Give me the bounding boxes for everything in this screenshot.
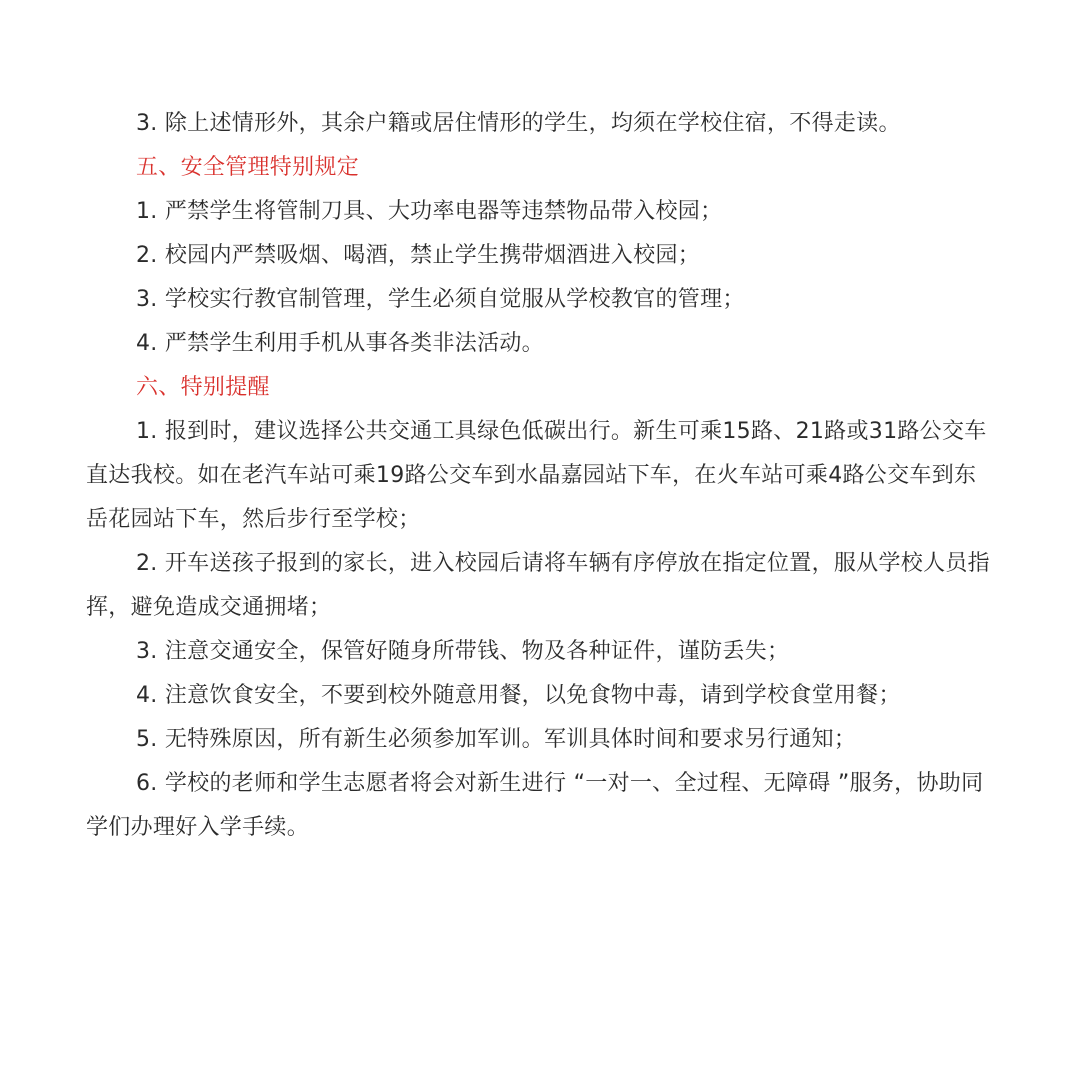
section-6-heading: 六、特别提醒 [136, 375, 270, 400]
document-body [86, 102, 998, 850]
section-6-item-3: 3. 注意交通安全，保管好随身所带钱、物及各种证件，谨防丢失； [136, 639, 790, 664]
section-5-item-2: 2. 校园内严禁吸烟、喝酒，禁止学生携带烟酒进入校园； [136, 243, 701, 268]
section-6-item-2: 2. 开车送孩子报到的家长，进入校园后请将车辆有序停放在指定位置，服从学校人员指挥，避免造成交通拥堵； [86, 551, 990, 620]
intro-item: 3. 除上述情形外，其余户籍或居住情形的学生，均须在学校住宿，不得走读。 [136, 111, 901, 136]
section-6-item-4: 4. 注意饮食安全，不要到校外随意用餐，以免食物中毒，请到学校食堂用餐； [136, 683, 901, 708]
section-5-heading: 五、安全管理特别规定 [136, 155, 360, 180]
section-6-item-6: 6. 学校的老师和学生志愿者将会对新生进行 “一对一、全过程、无障碍 ”服务，协助同学们办理好入学手续。 [86, 771, 984, 840]
section-5-item-4: 4. 严禁学生利用手机从事各类非法活动。 [136, 331, 544, 356]
section-6-item-1: 1. 报到时，建议选择公共交通工具绿色低碳出行。新生可乘15路、21路或31路公交车直达我校。如在老汽车站可乘19路公交车到水晶嘉园站下车，在火车站可乘4路公交车到东岳花园站下车，然后步行至学校； [86, 419, 987, 532]
section-5-item-1: 1. 严禁学生将管制刀具、大功率电器等违禁物品带入校园； [136, 199, 723, 224]
section-6-item-5: 5. 无特殊原因，所有新生必须参加军训。军训具体时间和要求另行通知； [136, 727, 857, 752]
section-5-item-3: 3. 学校实行教官制管理，学生必须自觉服从学校教官的管理； [136, 287, 745, 312]
